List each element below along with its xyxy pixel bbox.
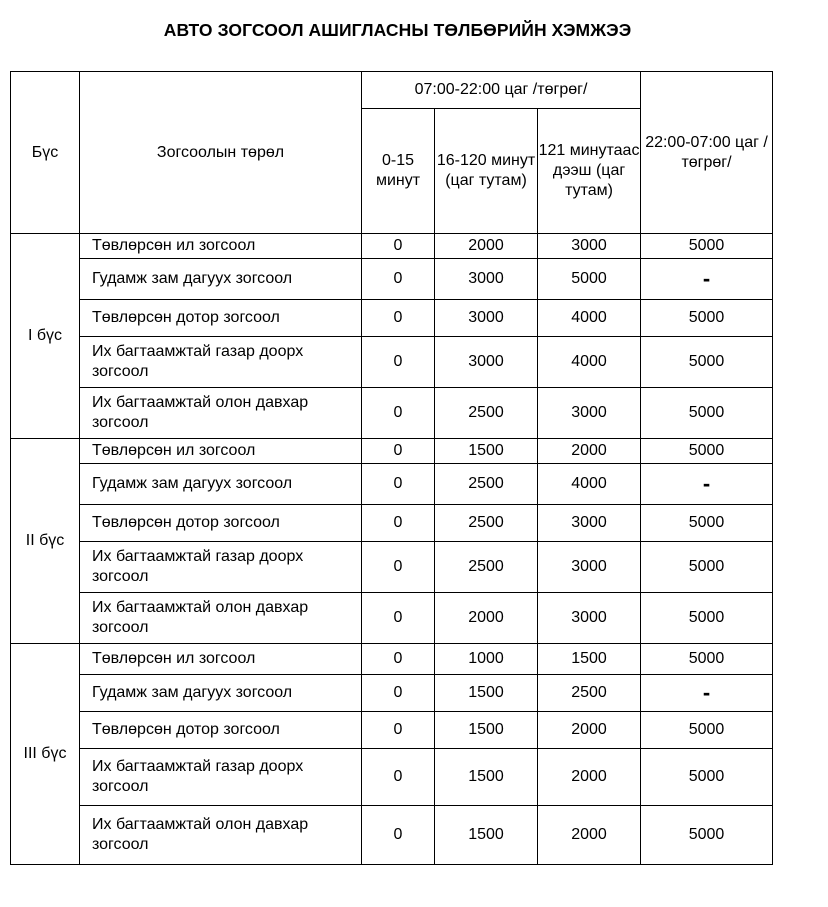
zone-label: II бүс: [11, 439, 80, 644]
fee-night: 5000: [641, 749, 773, 806]
fee-0-15-min: 0: [362, 712, 435, 749]
fee-16-120-min: 2000: [435, 593, 538, 644]
parking-type-cell: Их багтаамжтай олон давхар зогсоол: [80, 388, 362, 439]
fee-121-plus-min: 2000: [538, 439, 641, 464]
fee-night: -: [641, 259, 773, 300]
table-body: [11, 234, 773, 865]
fee-16-120-min: 3000: [435, 259, 538, 300]
table-row: [11, 388, 773, 439]
fee-16-120-min: 2000: [435, 234, 538, 259]
fee-16-120-min: 1500: [435, 439, 538, 464]
table-row: [11, 806, 773, 865]
fee-121-plus-min: 2500: [538, 675, 641, 712]
fee-121-plus-min: 1500: [538, 644, 641, 675]
fee-0-15-min: 0: [362, 234, 435, 259]
fee-16-120-min: 1000: [435, 644, 538, 675]
table-row: [11, 675, 773, 712]
header-zone: Бүс: [11, 72, 80, 234]
table-row: [11, 542, 773, 593]
fee-night: 5000: [641, 542, 773, 593]
fee-16-120-min: 1500: [435, 806, 538, 865]
fee-night: -: [641, 464, 773, 505]
fee-121-plus-min: 3000: [538, 593, 641, 644]
zone-label: III бүс: [11, 644, 80, 865]
header-16-120-min: 16-120 минут (цаг тутам): [435, 109, 538, 234]
parking-fee-table: [10, 71, 773, 865]
fee-0-15-min: 0: [362, 644, 435, 675]
fee-night: 5000: [641, 439, 773, 464]
fee-16-120-min: 2500: [435, 464, 538, 505]
fee-0-15-min: 0: [362, 593, 435, 644]
table-row: [11, 259, 773, 300]
page-title: АВТО ЗОГСООЛ АШИГЛАСНЫ ТӨЛБӨРИЙН ХЭМЖЭЭ: [163, 20, 632, 40]
fee-16-120-min: 2500: [435, 388, 538, 439]
parking-type-cell: Их багтаамжтай газар доорх зогсоол: [80, 749, 362, 806]
parking-type-cell: Их багтаамжтай олон давхар зогсоол: [80, 593, 362, 644]
fee-0-15-min: 0: [362, 806, 435, 865]
parking-type-cell: Гудамж зам дагуух зогсоол: [80, 259, 362, 300]
parking-type-cell: Төвлөрсөн дотор зогсоол: [80, 505, 362, 542]
fee-0-15-min: 0: [362, 542, 435, 593]
fee-0-15-min: 0: [362, 505, 435, 542]
table-row: [11, 337, 773, 388]
fee-121-plus-min: 2000: [538, 712, 641, 749]
parking-type-cell: Төвлөрсөн ил зогсоол: [80, 439, 362, 464]
fee-16-120-min: 3000: [435, 300, 538, 337]
fee-121-plus-min: 2000: [538, 806, 641, 865]
fee-121-plus-min: 4000: [538, 300, 641, 337]
parking-type-cell: Төвлөрсөн ил зогсоол: [80, 644, 362, 675]
fee-121-plus-min: 5000: [538, 259, 641, 300]
fee-0-15-min: 0: [362, 439, 435, 464]
header-121-plus-min: 121 минутаас дээш (цаг тутам): [538, 109, 641, 234]
fee-night: 5000: [641, 593, 773, 644]
table-row: [11, 505, 773, 542]
fee-night: 5000: [641, 712, 773, 749]
fee-night: 5000: [641, 806, 773, 865]
parking-type-cell: Төвлөрсөн ил зогсоол: [80, 234, 362, 259]
fee-night: -: [641, 675, 773, 712]
fee-0-15-min: 0: [362, 749, 435, 806]
fee-121-plus-min: 3000: [538, 388, 641, 439]
parking-type-cell: Төвлөрсөн дотор зогсоол: [80, 300, 362, 337]
fee-0-15-min: 0: [362, 675, 435, 712]
table-row: [11, 712, 773, 749]
fee-16-120-min: 1500: [435, 749, 538, 806]
parking-type-cell: Их багтаамжтай олон давхар зогсоол: [80, 806, 362, 865]
fee-16-120-min: 2500: [435, 505, 538, 542]
fee-night: 5000: [641, 505, 773, 542]
fee-0-15-min: 0: [362, 300, 435, 337]
fee-night: 5000: [641, 388, 773, 439]
header-night-period: 22:00-07:00 цаг /төгрөг/: [641, 72, 773, 234]
fee-121-plus-min: 2000: [538, 749, 641, 806]
table-row: [11, 593, 773, 644]
parking-type-cell: Гудамж зам дагуух зогсоол: [80, 675, 362, 712]
header-day-period: 07:00-22:00 цаг /төгрөг/: [362, 72, 641, 109]
zone-label: I бүс: [11, 234, 80, 439]
fee-night: 5000: [641, 644, 773, 675]
fee-0-15-min: 0: [362, 388, 435, 439]
fee-16-120-min: 3000: [435, 337, 538, 388]
fee-121-plus-min: 3000: [538, 542, 641, 593]
parking-type-cell: Их багтаамжтай газар доорх зогсоол: [80, 542, 362, 593]
fee-0-15-min: 0: [362, 259, 435, 300]
table-row: [11, 234, 773, 259]
table-row: [11, 300, 773, 337]
fee-16-120-min: 1500: [435, 675, 538, 712]
fee-16-120-min: 2500: [435, 542, 538, 593]
table-row: [11, 464, 773, 505]
fee-121-plus-min: 3000: [538, 505, 641, 542]
table-row: [11, 644, 773, 675]
header-0-15-min: 0-15 минут: [362, 109, 435, 234]
parking-type-cell: Их багтаамжтай газар доорх зогсоол: [80, 337, 362, 388]
fee-night: 5000: [641, 337, 773, 388]
fee-night: 5000: [641, 300, 773, 337]
fee-16-120-min: 1500: [435, 712, 538, 749]
table-row: [11, 749, 773, 806]
fee-0-15-min: 0: [362, 337, 435, 388]
fee-121-plus-min: 3000: [538, 234, 641, 259]
fee-night: 5000: [641, 234, 773, 259]
parking-type-cell: Гудамж зам дагуух зогсоол: [80, 464, 362, 505]
fee-121-plus-min: 4000: [538, 464, 641, 505]
header-parking-type: Зогсоолын төрөл: [80, 72, 362, 234]
table-row: [11, 439, 773, 464]
parking-type-cell: Төвлөрсөн дотор зогсоол: [80, 712, 362, 749]
fee-0-15-min: 0: [362, 464, 435, 505]
fee-121-plus-min: 4000: [538, 337, 641, 388]
